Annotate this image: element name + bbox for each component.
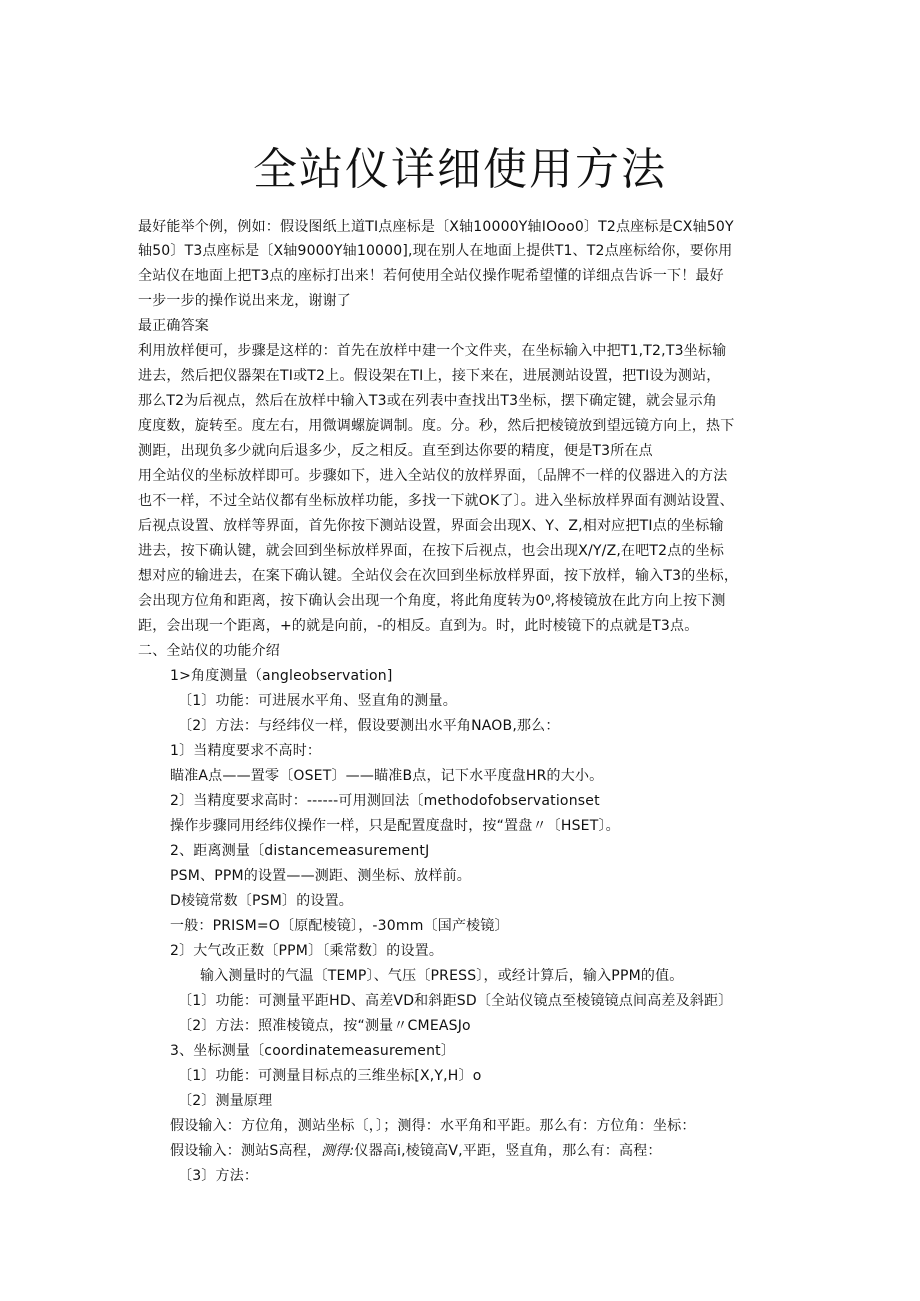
text-line: D棱镜常数〔PSM〕的设置。 (170, 893, 353, 909)
text-line: 〔2〕方法：与经纬仪一样，假设要测出水平角NAOB,那么： (178, 718, 560, 734)
text-line: 输入测量时的气温〔TEMP〕、气压〔PRESS〕，或经计算后，输入PPM的值。 (200, 968, 684, 984)
text-line: 会出现方位角和距离，按下确认会出现一个角度，将此角度转为0⁰,将棱镜放在此方向上按下测 (138, 593, 726, 609)
text-line: 2〕当精度要求高时：------可用测回法〔methodofobservationset (170, 793, 600, 809)
text-line (170, 1140, 662, 1164)
text-line: 操作步骤同用经纬仪操作一样，只是配置度盘时，按“置盘〃〔HSET〕。 (170, 818, 620, 834)
text-line: 〔1〕功能：可测量目标点的三维坐标[X,Y,H〕o (178, 1068, 482, 1084)
text-line-part-italic: 测得: (321, 1143, 355, 1159)
page-title: 全站仪详细使用方法 (253, 144, 667, 195)
subsection-heading: 2、距离测量〔distancemeasurementJ (170, 843, 430, 859)
text-line: 想对应的输进去，在案下确认键。全站仪会在次回到坐标放样界面，按下放样，输入T3的坐标， (138, 568, 739, 584)
text-line: 进去，然后把仪器架在TI或T2上。假设架在TI上，接下来在，进展测站设置，把TI设为测站， (138, 368, 721, 384)
text-line: 那么T2为后视点，然后在放样中输入T3或在列表中查找出T3坐标，摆下确定键，就会显示角 (138, 393, 717, 409)
text-line: 距，会出现一个距离，+的就是向前，-的相反。直到为。时，此时棱镜下的点就是T3点。 (138, 618, 699, 634)
text-line: 用全站仪的坐标放样即可。步骤如下，进入全站仪的放样界面，〔品牌不一样的仪器进入的方法 (138, 468, 728, 484)
section-heading: 二、全站仪的功能介绍 (138, 643, 280, 659)
text-line: 〔1〕功能：可测量平距HD、高差VD和斜距SD〔全站仪镜点至棱镜镜点间高差及斜距〕 (178, 993, 733, 1009)
text-line: 〔3〕方法： (178, 1168, 259, 1184)
text-line: 测距，出现负多少就向后退多少，反之相反。直至到达你要的精度，便是T3所在点 (138, 443, 653, 459)
subsection-heading: 3、坐标测量〔coordinatemeasurement〕 (170, 1043, 456, 1059)
text-line: 〔2〕测量原理 (178, 1093, 273, 1109)
text-line: 一般：PRISM=O〔原配棱镜〕，-30mm〔国产棱镜〕 (170, 918, 509, 934)
text-line: 〔1〕功能：可进展水平角、竖直角的测量。 (178, 693, 457, 709)
text-line: 全站仪在地面上把T3点的座标打出来！若何使用全站仪操作呢希望懂的详细点告诉一下！最好 (138, 268, 724, 284)
text-line: 2〕大气改正数〔PPM〕〔乘常数〕的设置。 (170, 943, 444, 959)
text-line: PSM、PPM的设置——测距、测坐标、放样前。 (170, 868, 471, 884)
text-line-part: 仪器高i,棱镜高V,平距，竖直角，那么有：高程： (354, 1143, 662, 1159)
text-line: 后视点设置、放样等界面，首先你按下测站设置，界面会出现X、Y、Z,相对应把TI点的坐标输 (138, 518, 724, 534)
text-line: 轴50〕T3点座标是〔X轴9000Y轴10000],现在别人在地面上提供T1、T2点座标给你，要你用 (138, 243, 733, 259)
text-line: 一步一步的操作说出来龙，谢谢了 (138, 293, 351, 309)
subsection-heading: 1>角度测量（angleobservation] (170, 668, 393, 684)
text-line: 最好能举个例，例如：假设图纸上道TI点座标是〔X轴10000Y轴IOoo0〕T2点座标是CX轴50Y (138, 219, 734, 235)
text-line: 1〕当精度要求不高时： (170, 743, 322, 759)
text-line: 度度数，旋转至。度左右，用微调螺旋调制。度。分。秒，然后把棱镜放到望远镜方向上，热下 (138, 418, 735, 434)
text-line: 假设输入：方位角，测站坐标〔，〕；测得：水平角和平距。那么有：方位角：坐标： (170, 1118, 696, 1134)
text-line: 进去，按下确认键，就会回到坐标放样界面，在按下后视点，也会出现X/Y/Z,在吧T2点的坐标 (138, 543, 725, 559)
text-line: 〔2〕方法：照准棱镜点，按“测量〃CMEASJo (178, 1018, 471, 1034)
text-line-part: 假设输入：测站S高程， (170, 1143, 322, 1159)
text-line: 利用放样便可，步骤是这样的：首先在放样中建一个文件夹，在坐标输入中把T1,T2,T3坐标输 (138, 343, 727, 359)
text-line: 瞄准A点——置零〔OSET〕——瞄准B点，记下水平度盘HR的大小。 (170, 768, 604, 784)
text-line: 最正确答案 (138, 318, 209, 334)
text-line: 也不一样，不过全站仪都有坐标放样功能，多找一下就OK了〕。进入坐标放样界面有测站设置、 (138, 493, 734, 509)
